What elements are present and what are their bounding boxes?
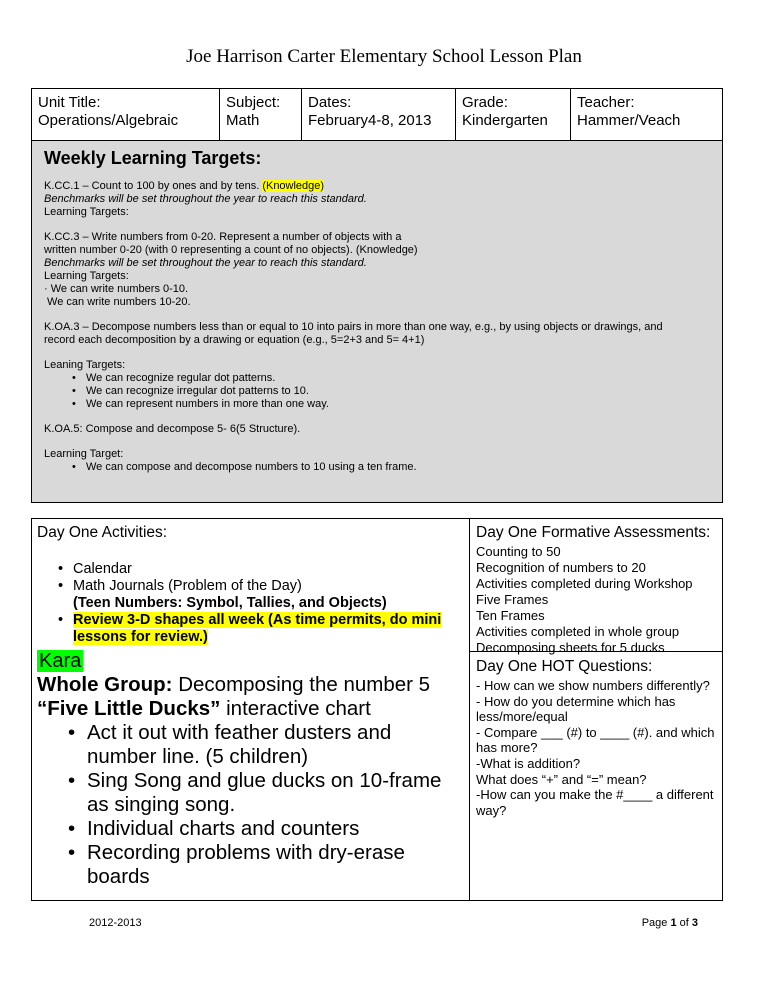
kcc1-learning-targets-label: Learning Targets: [44,206,129,218]
koa3-standard: K.OA.3 – Decompose numbers less than or equal to 10 into pairs in more than one way, e.g., by using objects or drawings, and record each decomposition by a drawing or equation (e.g., 5=2+3 and 5= 4+1) [44,321,663,346]
list-item: Ten Frames [476,608,545,623]
kcc3-standard-line2: written number 0-20 (with 0 representing a count of no objects). (Knowledge) [44,244,418,256]
list-item: • Calendar [37,561,464,578]
knowledge-highlight: (Knowledge) [262,180,325,192]
review-shapes-highlight: Review 3-D shapes all week (As time permits, do mini lessons for review.) [73,612,442,645]
list-item: - How do you determine which has less/more/equal [476,693,676,725]
kcc3-learning-targets-label: Learning Targets: [44,270,129,282]
list-item: • We can represent numbers in more than one way. [44,398,712,411]
day-one-section [31,518,723,901]
unit-title-value: Operations/Algebraic [38,112,179,129]
list-item: Activities completed in whole group [476,624,680,639]
kcc3-target-2: We can write numbers 10-20. [44,296,191,308]
page-number: Page 1 of 3 [641,917,698,929]
koa5-learning-target-label: Learning Target: [44,448,124,460]
whole-group-line: Whole Group: Decomposing the number 5 [37,673,431,696]
list-item: - How can we show numbers differently? [476,678,710,693]
dates-label: Dates: [308,94,352,111]
list-item: - Compare ___ (#) to ____ (#). and which has more? [476,724,715,756]
header-table [31,88,723,141]
list-item: • Sing Song and glue ducks on 10-frame as singing song. [37,769,464,817]
koa3-learning-targets-label: Leaning Targets: [44,359,126,371]
activities-heading: Day One Activities: [37,524,168,541]
koa5-target-list [44,461,712,474]
koa3-target-list [44,372,712,411]
kcc3-benchmark: Benchmarks will be set throughout the year to reach this standard. [44,257,367,269]
grade-value: Kindergarten [462,112,548,129]
kcc1-standard: K.CC.1 – Count to 100 by ones and by tens. (Knowledge) [44,180,325,192]
hot-questions [470,652,722,823]
footer-year: 2012-2013 [89,917,142,929]
unit-title-label: Unit Title: [38,94,101,111]
list-item: -What is addition? [476,755,581,771]
list-item: • Math Journals (Problem of the Day) (Teen Numbers: Symbol, Tallies, and Objects) [37,578,464,612]
list-item: Decomposing sheets for 5 ducks [476,640,665,655]
weekly-learning-targets [31,141,723,503]
kcc1-benchmark: Benchmarks will be set throughout the year to reach this standard. [44,193,367,205]
formative-list [476,544,716,656]
dates-value: February4-8, 2013 [308,112,432,129]
list-item: • Individual charts and counters [37,817,464,841]
activities-list [37,561,464,646]
teacher-label: Teacher: [577,94,635,111]
list-item: -How can you make the #____ a different way? [476,787,714,818]
kara-label: Kara [39,650,82,672]
koa5-standard: K.OA.5: Compose and decompose 5- 6(5 Structure). [44,423,301,435]
list-item: • Recording problems with dry-erase boards [37,841,464,889]
list-item: Five Frames [476,592,549,607]
list-item: What does “+” and “=” mean? [476,771,647,787]
kcc3-standard-line1: K.CC.3 – Write numbers from 0-20. Represent a number of objects with a [44,231,402,243]
list-item: Recognition of numbers to 20 [476,560,646,575]
teen-numbers-note: (Teen Numbers: Symbol, Tallies, and Objects) [73,595,387,611]
whole-group-activities-list [37,721,464,889]
unit-title-cell [32,89,220,141]
formative-assessments [470,519,722,655]
list-item: • We can recognize irregular dot patterns to 10. [44,385,712,398]
subject-value: Math [226,112,260,129]
list-item [37,612,464,646]
day-one-activities [32,519,470,900]
chart-line: “Five Little Ducks” interactive chart [37,697,371,720]
list-item: Activities completed during Workshop [476,576,693,591]
grade-cell [456,89,571,141]
right-column [470,519,722,900]
formative-heading: Day One Formative Assessments: [476,524,711,541]
subject-cell [220,89,302,141]
document-title: Joe Harrison Carter Elementary School Lesson Plan [186,46,582,67]
hot-list [476,678,716,818]
list-item: • Act it out with feather dusters and number line. (5 children) [37,721,464,769]
teacher-cell [571,89,723,141]
subject-label: Subject: [226,94,281,111]
targets-heading: Weekly Learning Targets: [44,148,262,168]
kcc3-target-1: · We can write numbers 0-10. [44,283,189,295]
grade-label: Grade: [462,94,508,111]
dates-cell [302,89,456,141]
list-item: • We can recognize regular dot patterns. [44,372,712,385]
list-item: Counting to 50 [476,544,561,559]
list-item: • We can compose and decompose numbers to 10 using a ten frame. [44,461,712,474]
hot-heading: Day One HOT Questions: [476,658,653,675]
teacher-value: Hammer/Veach [577,112,681,129]
